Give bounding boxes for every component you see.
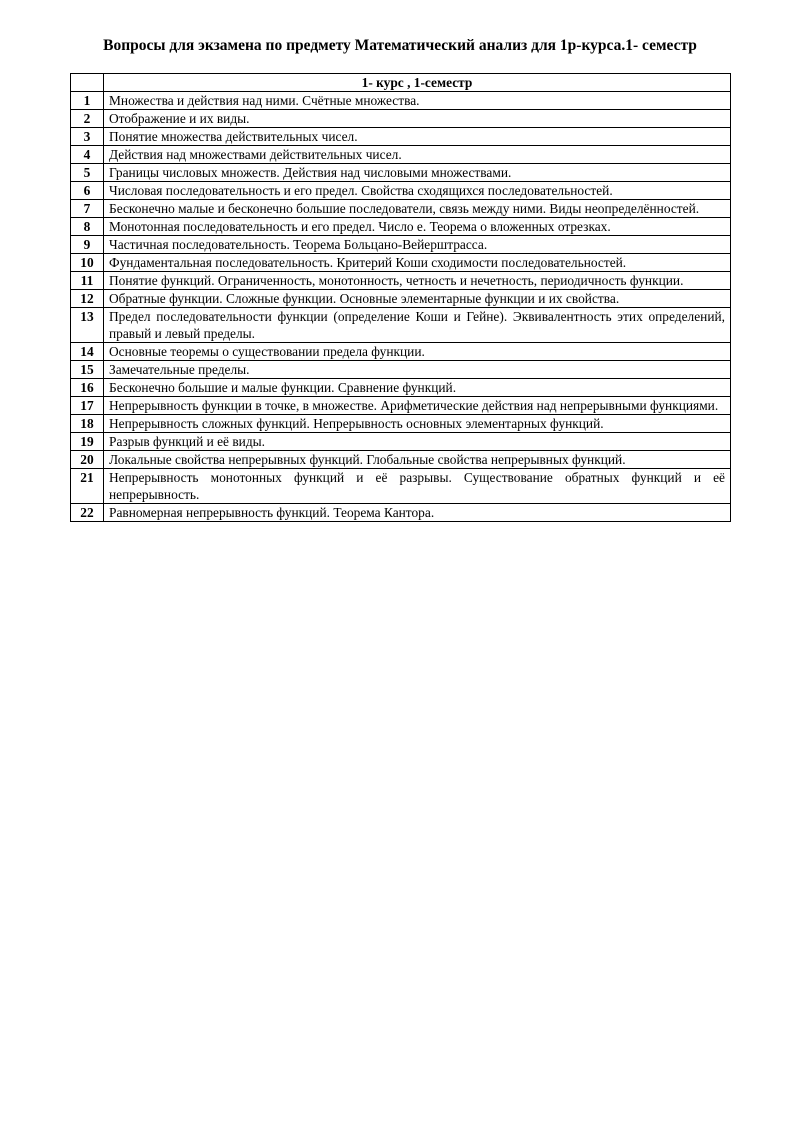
document-title: Вопросы для экзамена по предмету Математический анализ для 1р-курса.1- семестр bbox=[103, 37, 697, 54]
table-row bbox=[71, 290, 731, 308]
question-text: Замечательные пределы. bbox=[104, 361, 731, 379]
question-number: 18 bbox=[71, 415, 104, 433]
table-row bbox=[71, 110, 731, 128]
question-number: 3 bbox=[71, 128, 104, 146]
question-number: 7 bbox=[71, 200, 104, 218]
question-number: 15 bbox=[71, 361, 104, 379]
table-row bbox=[71, 451, 731, 469]
table-row bbox=[71, 343, 731, 361]
table-row bbox=[71, 200, 731, 218]
question-number: 9 bbox=[71, 236, 104, 254]
table-row bbox=[71, 272, 731, 290]
table-row bbox=[71, 308, 731, 343]
question-text: Обратные функции. Сложные функции. Основные элементарные функции и их свойства. bbox=[104, 290, 731, 308]
question-text: Границы числовых множеств. Действия над числовыми множествами. bbox=[104, 164, 731, 182]
table-row bbox=[71, 504, 731, 522]
question-number: 5 bbox=[71, 164, 104, 182]
question-text: Непрерывность монотонных функций и её разрывы. Существование обратных функций и её непрерывность. bbox=[104, 469, 731, 504]
question-text: Предел последовательности функции (определение Коши и Гейне). Эквивалентность этих определений, правый и левый пределы. bbox=[104, 308, 731, 343]
table-row bbox=[71, 469, 731, 504]
table-row bbox=[71, 254, 731, 272]
table-row bbox=[71, 361, 731, 379]
table-row bbox=[71, 397, 731, 415]
table-row bbox=[71, 218, 731, 236]
question-number: 4 bbox=[71, 146, 104, 164]
table-row bbox=[71, 92, 731, 110]
question-text: Монотонная последовательность и его предел. Число e. Теорема о вложенных отрезках. bbox=[104, 218, 731, 236]
question-text: Действия над множествами действительных чисел. bbox=[104, 146, 731, 164]
question-text: Разрыв функций и её виды. bbox=[104, 433, 731, 451]
question-number: 10 bbox=[71, 254, 104, 272]
question-number: 16 bbox=[71, 379, 104, 397]
table-row bbox=[71, 146, 731, 164]
questions-table-body bbox=[71, 92, 731, 522]
question-text: Частичная последовательность. Теорема Больцано-Вейерштрасса. bbox=[104, 236, 731, 254]
question-text: Множества и действия над ними. Счётные множества. bbox=[104, 92, 731, 110]
question-text: Основные теоремы о существовании предела функции. bbox=[104, 343, 731, 361]
question-text: Понятие множества действительных чисел. bbox=[104, 128, 731, 146]
question-text: Непрерывность сложных функций. Непрерывность основных элементарных функций. bbox=[104, 415, 731, 433]
question-text: Равномерная непрерывность функций. Теорема Кантора. bbox=[104, 504, 731, 522]
table-header-row bbox=[71, 74, 731, 92]
question-text: Числовая последовательность и его предел. Свойства сходящихся последовательностей. bbox=[104, 182, 731, 200]
table-row bbox=[71, 379, 731, 397]
question-number: 13 bbox=[71, 308, 104, 343]
question-number: 1 bbox=[71, 92, 104, 110]
question-number: 8 bbox=[71, 218, 104, 236]
question-text: Непрерывность функции в точке, в множестве. Арифметические действия над непрерывными функциями. bbox=[104, 397, 731, 415]
question-number: 14 bbox=[71, 343, 104, 361]
table-row bbox=[71, 182, 731, 200]
question-number: 11 bbox=[71, 272, 104, 290]
question-text: Бесконечно малые и бесконечно большие последователи, связь между ними. Виды неопределённостей. bbox=[104, 200, 731, 218]
question-text: Фундаментальная последовательность. Критерий Коши сходимости последовательностей. bbox=[104, 254, 731, 272]
table-row bbox=[71, 236, 731, 254]
header-course-cell: 1- курс , 1-семестр bbox=[104, 74, 731, 92]
header-number-cell bbox=[71, 74, 104, 92]
question-number: 21 bbox=[71, 469, 104, 504]
table-row bbox=[71, 415, 731, 433]
question-number: 19 bbox=[71, 433, 104, 451]
questions-table bbox=[70, 73, 731, 522]
question-text: Бесконечно большие и малые функции. Сравнение функций. bbox=[104, 379, 731, 397]
table-row bbox=[71, 164, 731, 182]
question-number: 12 bbox=[71, 290, 104, 308]
question-text: Понятие функций. Ограниченность, монотонность, четность и нечетность, периодичность функции. bbox=[104, 272, 731, 290]
question-number: 2 bbox=[71, 110, 104, 128]
question-number: 22 bbox=[71, 504, 104, 522]
question-text: Отображение и их виды. bbox=[104, 110, 731, 128]
table-row bbox=[71, 433, 731, 451]
table-row bbox=[71, 128, 731, 146]
question-number: 6 bbox=[71, 182, 104, 200]
question-text: Локальные свойства непрерывных функций. Глобальные свойства непрерывных функций. bbox=[104, 451, 731, 469]
question-number: 17 bbox=[71, 397, 104, 415]
question-number: 20 bbox=[71, 451, 104, 469]
